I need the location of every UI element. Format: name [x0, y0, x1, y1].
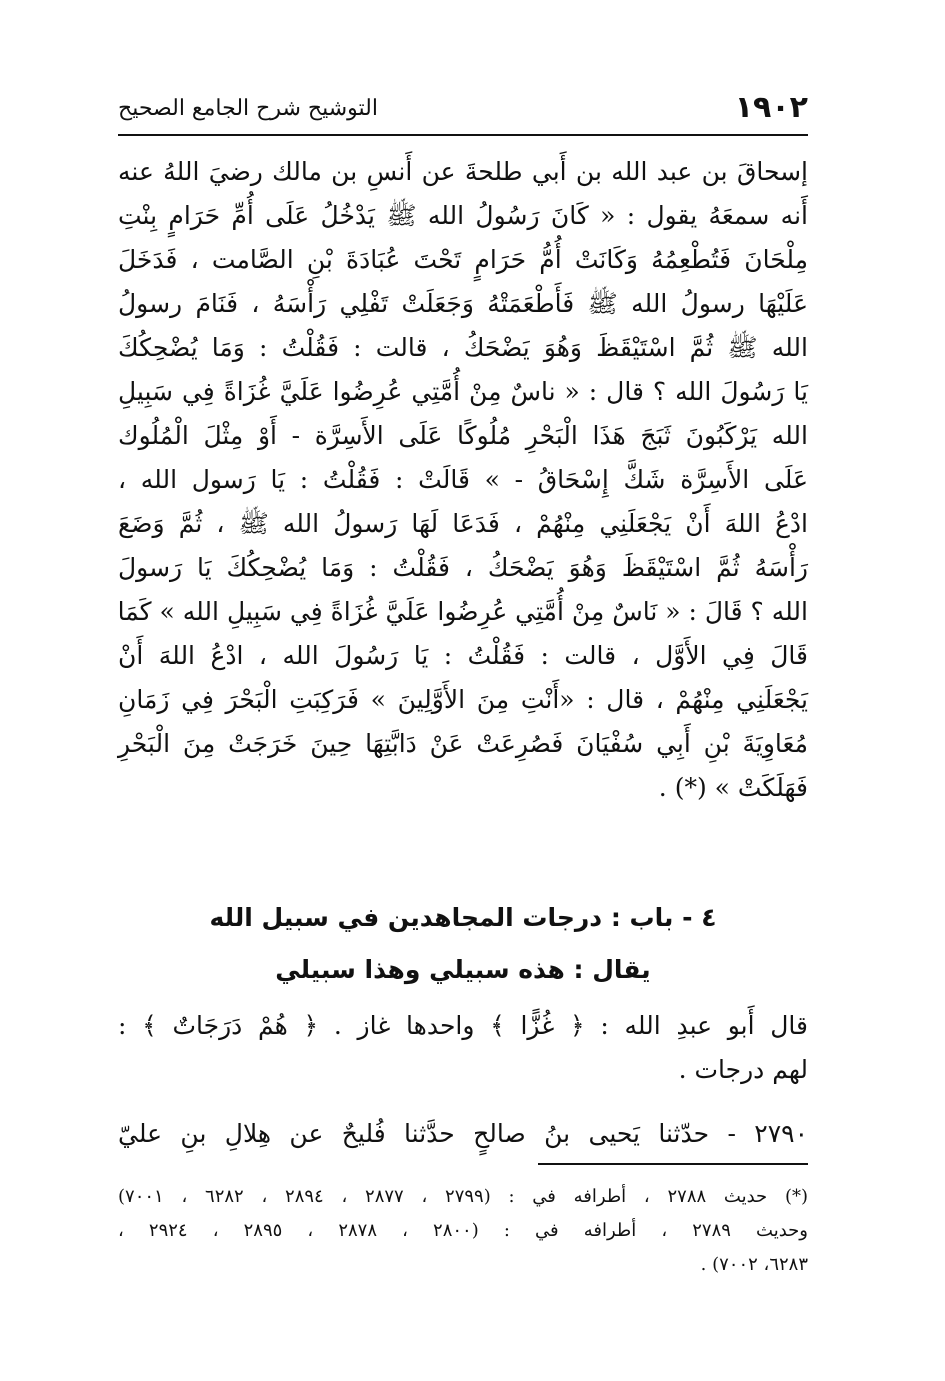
text-line: ٢٧٩٠ - حدّثنا يَحيى بنُ صالحٍ حدَّثنا فُليحٌ عن هِلالِ بنِ عليّ [118, 1119, 808, 1148]
page-number: ١٩٠٢ [734, 90, 808, 125]
text-line: عَلَيْهَا رسولُ الله ﷺ فَأَطْعَمَتْهُ وَجَعَلَتْ تَفْلِي رَأْسَهُ ، فَنَامَ رسولُ [118, 289, 808, 318]
footnote-rule [538, 1163, 808, 1165]
text-line: مُعَاوِيَةَ بْنِ أَبِي سُفْيَانَ فَصُرِعَتْ عَنْ دَابَّتِهَا حِينَ خَرَجَتْ مِنَ الْبَحْرِ [118, 729, 808, 758]
text-line: قَالَ فِي الأَوَّل ، قالت : فَقُلْتُ : يَا رَسُولَ الله ، ادْعُ اللهَ أَنْ [118, 641, 808, 670]
chapter-heading: ٤ - باب : درجات المجاهدين في سبيل الله [209, 903, 717, 932]
text-line: عَلَى الأَسِرَّة شَكَّ إِسْحَاقُ - » قَالَتْ : فَقُلْتُ : يَا رَسول الله ، [118, 465, 808, 494]
footnote-line: (*) حديث ٢٧٨٨ ، أطرافه في : (٢٧٩٩ ، ٢٨٧٧ ، ٢٨٩٤ ، ٦٢٨٢ ، ٧٠٠١) [118, 1186, 808, 1207]
text-line: رَأْسَهُ ثُمَّ اسْتَيْقَظَ وَهُوَ يَضْحَكُ ، فَقُلْتُ : وَمَا يُضْحِكُكَ يَا رَسولَ [118, 553, 808, 582]
hadith-paragraph [118, 1112, 808, 1156]
text-line: يَجْعَلَنِي مِنْهُمْ ، قال : «أَنْتِ مِنَ الأَوَّلِينَ » فَرَكِبَتِ الْبَحْرَ فِي زَمَانِ [118, 685, 808, 714]
text-line: قال أَبو عبدِ الله : ﴿ غُزًّا ﴾ واحدها غاز . ﴿ هُمْ دَرَجَاتٌ ﴾ : [118, 1011, 808, 1040]
footnote-line: ٦٢٨٣، ٧٠٠٢) . [700, 1254, 808, 1275]
text-line: الله يَرْكَبُونَ ثَبَجَ هَذَا الْبَحْرِ مُلُوكًا عَلَى الأَسِرَّة - أَوْ مِثْلَ الْمُلُوك [118, 421, 808, 450]
text-line: أَنه سمعَهُ يقول : « كَانَ رَسُولُ الله ﷺ يَدْخُلُ عَلَى أُمِّ حَرَامٍ بِنْتِ [118, 201, 808, 230]
chapter-subheading: يقال : هذه سبيلي وهذا سبيلي [275, 955, 651, 984]
commentary-paragraph [118, 1004, 808, 1092]
hadith-text [118, 150, 808, 810]
page-header [118, 90, 808, 130]
footnotes [118, 1180, 808, 1282]
text-line: ادْعُ اللهَ أَنْ يَجْعَلَنِي مِنْهُمْ ، فَدَعَا لَهَا رَسولُ الله ﷺ ، ثُمَّ وَضَعَ [118, 509, 808, 538]
text-line: مِلْحَانَ فَتُطْعِمُهُ وَكَانَتْ أُمُّ حَرَامٍ تَحْتَ عُبَادَةَ بْنِ الصَّامت ، فَدَخَلَ [118, 245, 808, 274]
text-line: إسحاقَ بن عبد الله بن أَبي طلحةَ عن أَنسِ بن مالك رضيَ اللهُ عنه [118, 157, 809, 186]
text-line: الله ؟ قَالَ : « نَاسٌ مِنْ أُمَّتِي عُرِضُوا عَلَيَّ غُزَاةً فِي سَبِيلِ الله » كَمَا [117, 597, 808, 626]
running-title: التوشيح شرح الجامع الصحيح [118, 96, 378, 121]
text-line: يَا رَسُولَ الله ؟ قال : « ناسٌ مِنْ أُمَّتِي عُرِضُوا عَلَيَّ غُزَاةً فِي سَبِيلِ [118, 377, 808, 406]
text-line: فَهَلَكَتْ » (*) . [658, 773, 808, 802]
header-rule [118, 134, 808, 136]
text-line: لهم درجات . [678, 1055, 808, 1084]
text-line: الله ﷺ ثُمَّ اسْتَيْقَظَ وَهُوَ يَضْحَكُ ، قالت : فَقُلْتُ : وَمَا يُضْحِكُكَ [118, 333, 808, 362]
footnote-line: وحديث ٢٧٨٩ ، أطرافه في : (٢٨٠٠ ، ٢٨٧٨ ، ٢٨٩٥ ، ٢٩٢٤ ، [118, 1220, 808, 1241]
